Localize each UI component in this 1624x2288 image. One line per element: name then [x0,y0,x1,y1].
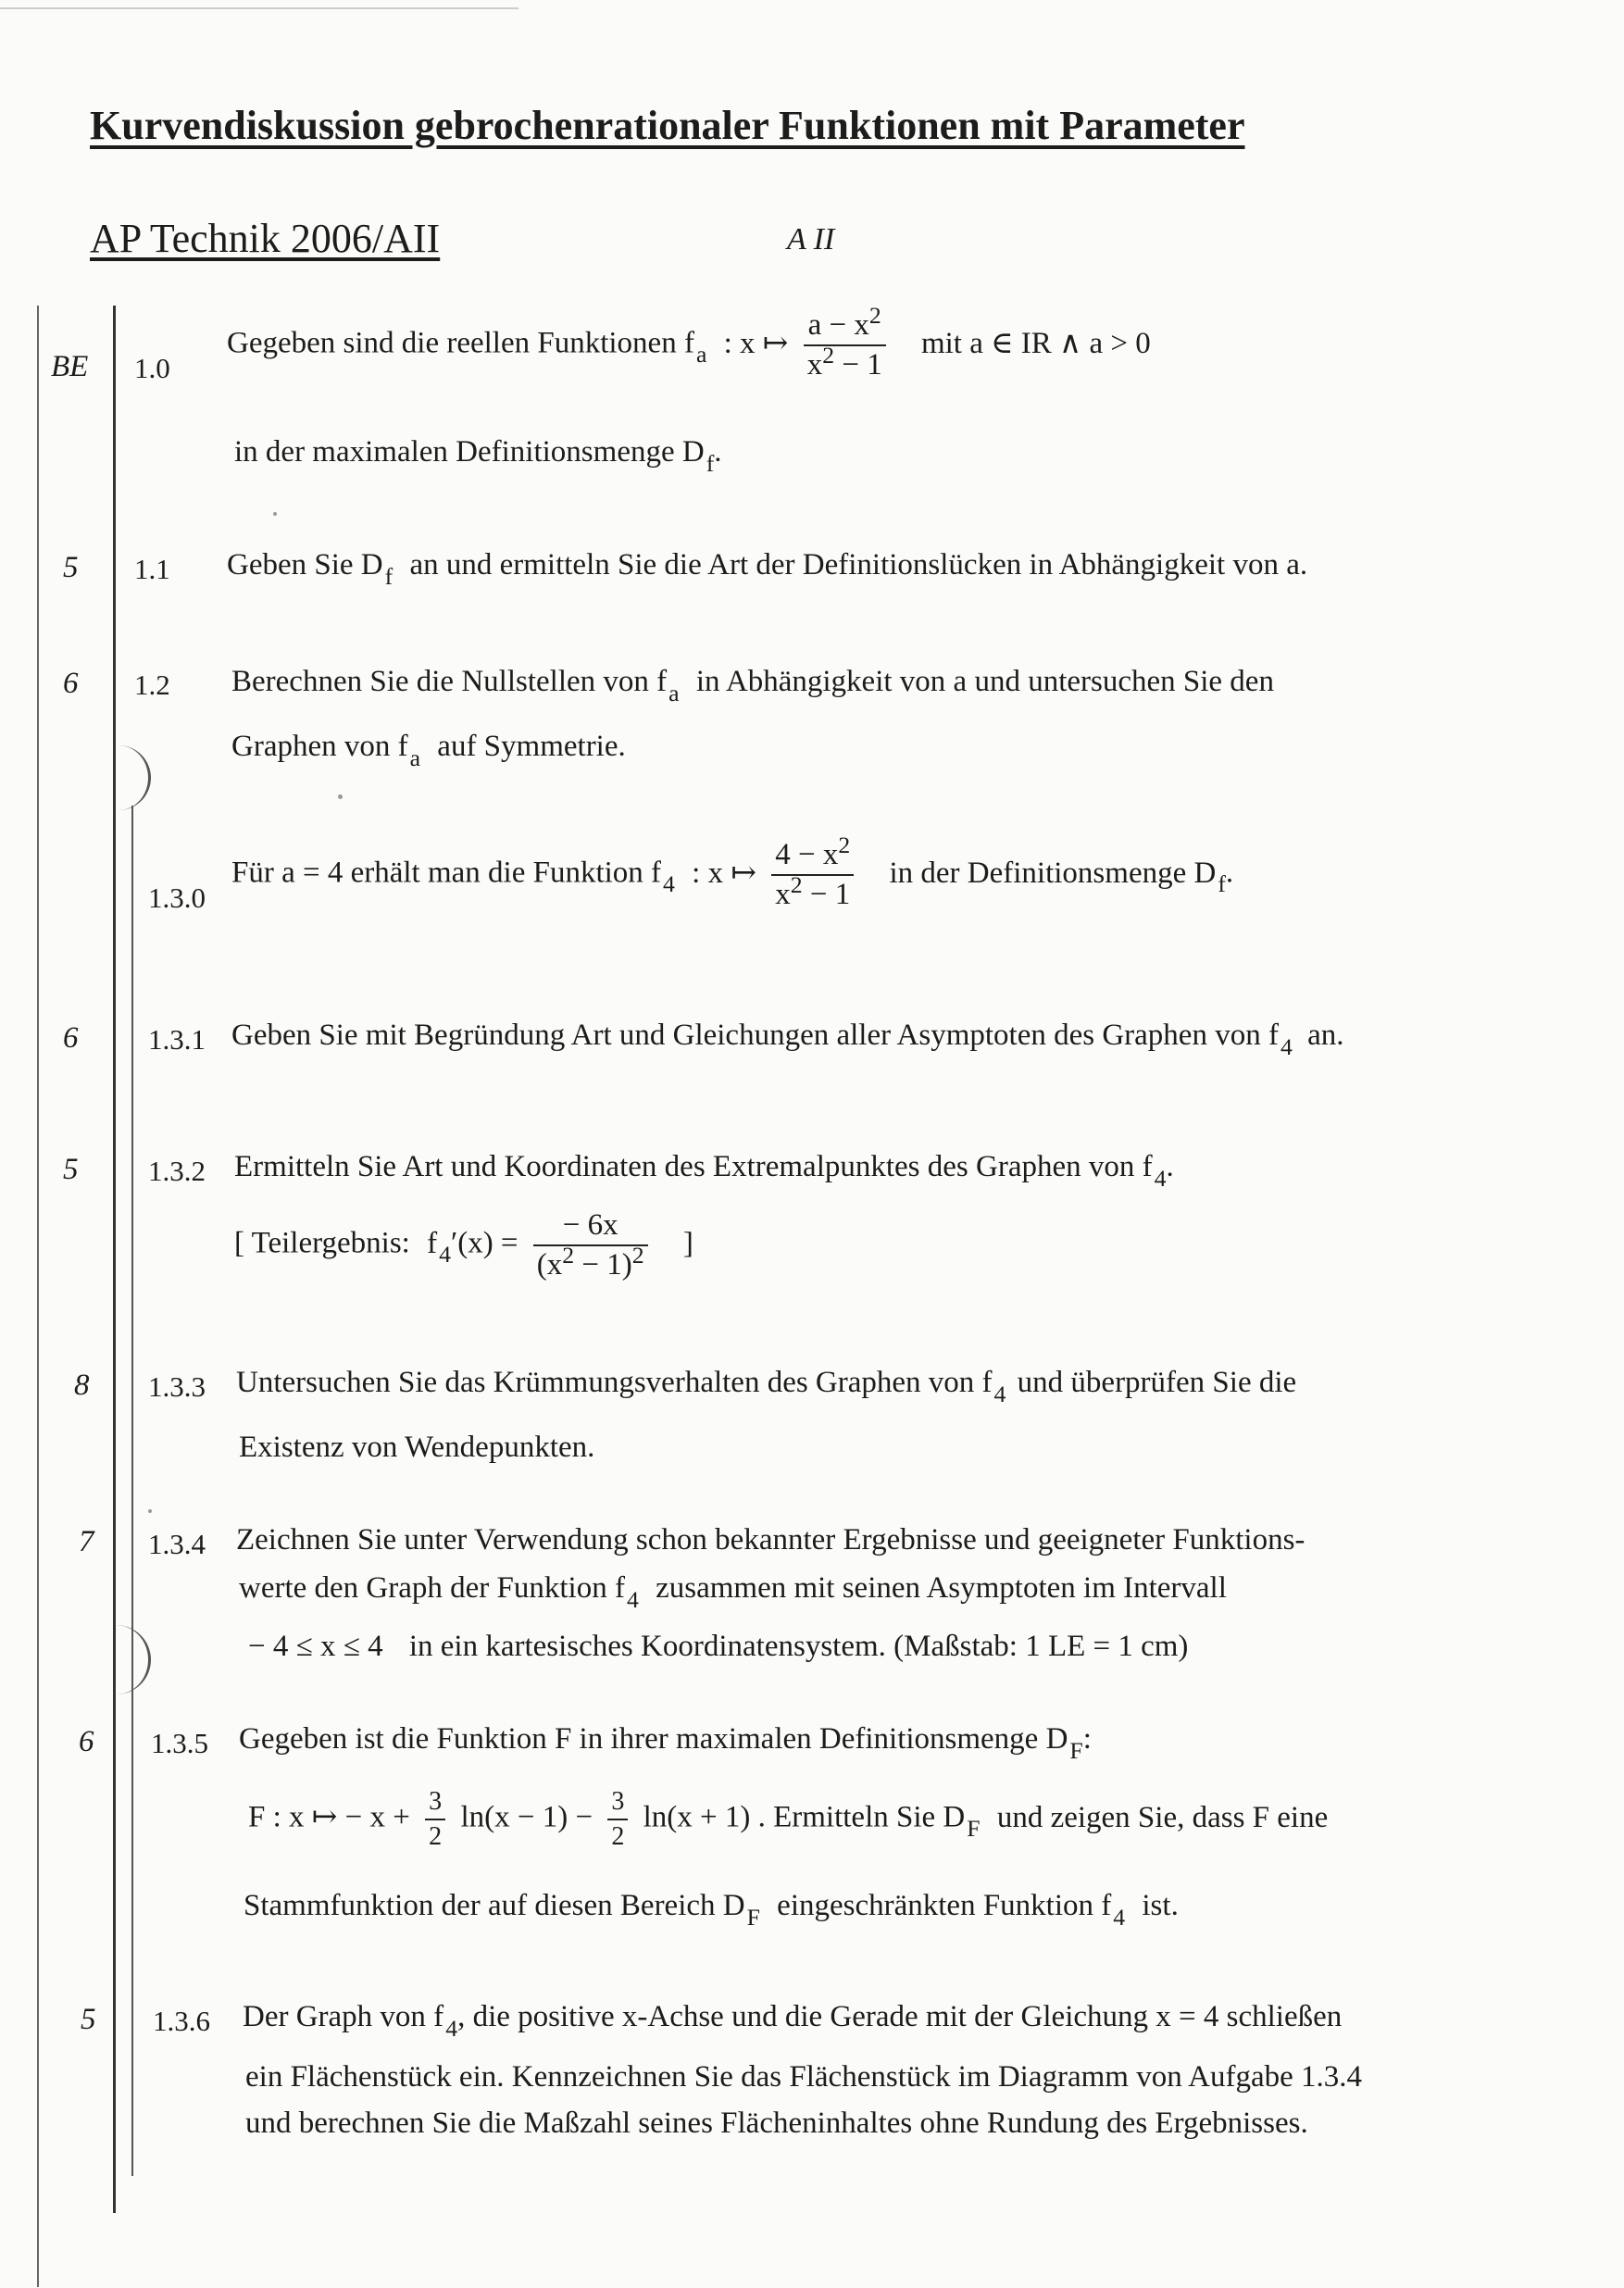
task-text: F : x ↦ − x + $\frac{3}{2}$ ln(x − 1) − $\frac{3}{2}$ ln(x + 1) . Ermitteln Sie $D_F$ und zeigen Sie, dass F eine [248,1787,1329,1851]
scan-speck [148,1509,152,1513]
task-hint: [ Teilergebnis: $f_4'(x)$ = $\frac{- 6x}{(x^2 - 1)^2}$ ] [234,1208,693,1282]
task-text: Berechnen Sie die Nullstellen von $f_a$ in Abhängigkeit von a und untersuchen Sie den [231,665,1274,706]
function-fraction: $\frac{4 - x^2}{x^2 - 1}$ [771,838,854,912]
margin-line-left [37,306,39,2287]
task-points: 5 [81,2003,96,2036]
task-number: 1.3.3 [148,1370,206,1403]
derivative-fraction: $\frac{- 6x}{(x^2 - 1)^2}$ [533,1208,648,1282]
task-text: werte den Graph der Funktion $f_4$ zusammen mit seinen Asymptoten im Intervall [239,1571,1227,1613]
task-text: ein Flächenstück ein. Kennzeichnen Sie das Flächenstück im Diagramm von Aufgabe 1.3.4 [245,2060,1363,2094]
function-fraction: $\frac{a - x^2}{x^2 - 1}$ [804,308,886,382]
task-text: Für a = 4 erhält man die Funktion $f_4$ : x ↦ $\frac{4 - x^2}{x^2 - 1}$ in der Definitionsmenge $D_f$. [231,831,1234,911]
punch-hole-mark [111,745,151,810]
task-number: 1.3.4 [148,1528,206,1560]
task-text: in der maximalen Definitionsmenge $D_f$. [234,435,722,477]
punch-hole-mark [111,1625,151,1694]
task-points: 5 [63,551,79,584]
task-number: 1.3.2 [148,1155,206,1187]
exam-subtitle: AP Technik 2006/AII [90,216,441,261]
task-number: 1.0 [134,352,170,384]
task-points: 6 [63,1021,79,1055]
task-text: Geben Sie mit Begründung Art und Gleichungen aller Asymptoten des Graphen von $f_4$ an. [231,1019,1344,1060]
task-text: Stammfunktion der auf diesen Bereich $D_F$ eingeschränkten Funktion $f_4$ ist. [244,1889,1179,1931]
task-text: Gegeben ist die Funktion F in ihrer maximalen Definitionsmenge $D_F$: [239,1722,1092,1764]
task-text: Der Graph von $f_4$, die positive x-Achse und die Gerade mit der Gleichung x = 4 schließen [243,2000,1343,2042]
coefficient-fraction: $\frac{3}{2}$ [607,1787,628,1852]
task-points: 6 [63,667,79,700]
task-number: 1.3.0 [148,881,206,914]
task-points: 8 [74,1369,90,1402]
task-text: Graphen von $f_a$ auf Symmetrie. [231,730,626,771]
exam-part-label: A II [787,222,835,256]
task-text: Geben Sie $D_f$ an und ermitteln Sie die Art der Definitionslücken in Abhängigkeit von a. [227,548,1308,590]
task-number: 1.3.1 [148,1023,206,1056]
task-points: 6 [79,1725,94,1758]
task-number: 1.2 [134,669,170,701]
page-title: Kurvendiskussion gebrochenrationaler Funktionen mit Parameter [90,103,1245,148]
margin-line-inner [131,806,133,2176]
task-text: Untersuchen Sie das Krümmungsverhalten des Graphen von $f_4$ und überprüfen Sie die [236,1366,1297,1407]
scan-speck [273,512,277,516]
task-points: 5 [63,1153,79,1186]
task-text: Zeichnen Sie unter Verwendung schon bekannter Ergebnisse und geeigneter Funktions- [236,1523,1305,1557]
task-number: 1.3.6 [153,2005,210,2037]
task-text: Existenz von Wendepunkten. [239,1431,595,1464]
task-text: − 4 ≤ x ≤ 4 in ein kartesisches Koordinatensystem. (Maßstab: 1 LE = 1 cm) [248,1630,1189,1663]
be-label: BE [51,350,89,383]
task-number: 1.3.5 [151,1727,208,1759]
scan-speck [338,794,343,799]
task-text: Ermitteln Sie Art und Koordinaten des Extremalpunktes des Graphen von $f_4$. [234,1150,1174,1192]
scan-edge-line [0,7,518,9]
task-number: 1.1 [134,553,170,585]
coefficient-fraction: $\frac{3}{2}$ [425,1787,445,1852]
margin-line-be [113,306,116,2213]
task-points: 7 [79,1525,94,1558]
task-text: Gegeben sind die reellen Funktionen $f_a$ : x ↦ $\frac{a - x^2}{x^2 - 1}$ mit a ∈ IR ∧ a > 0 [227,302,1151,381]
task-text: und berechnen Sie die Maßzahl seines Flächeninhaltes ohne Rundung des Ergebnisses. [245,2107,1308,2140]
